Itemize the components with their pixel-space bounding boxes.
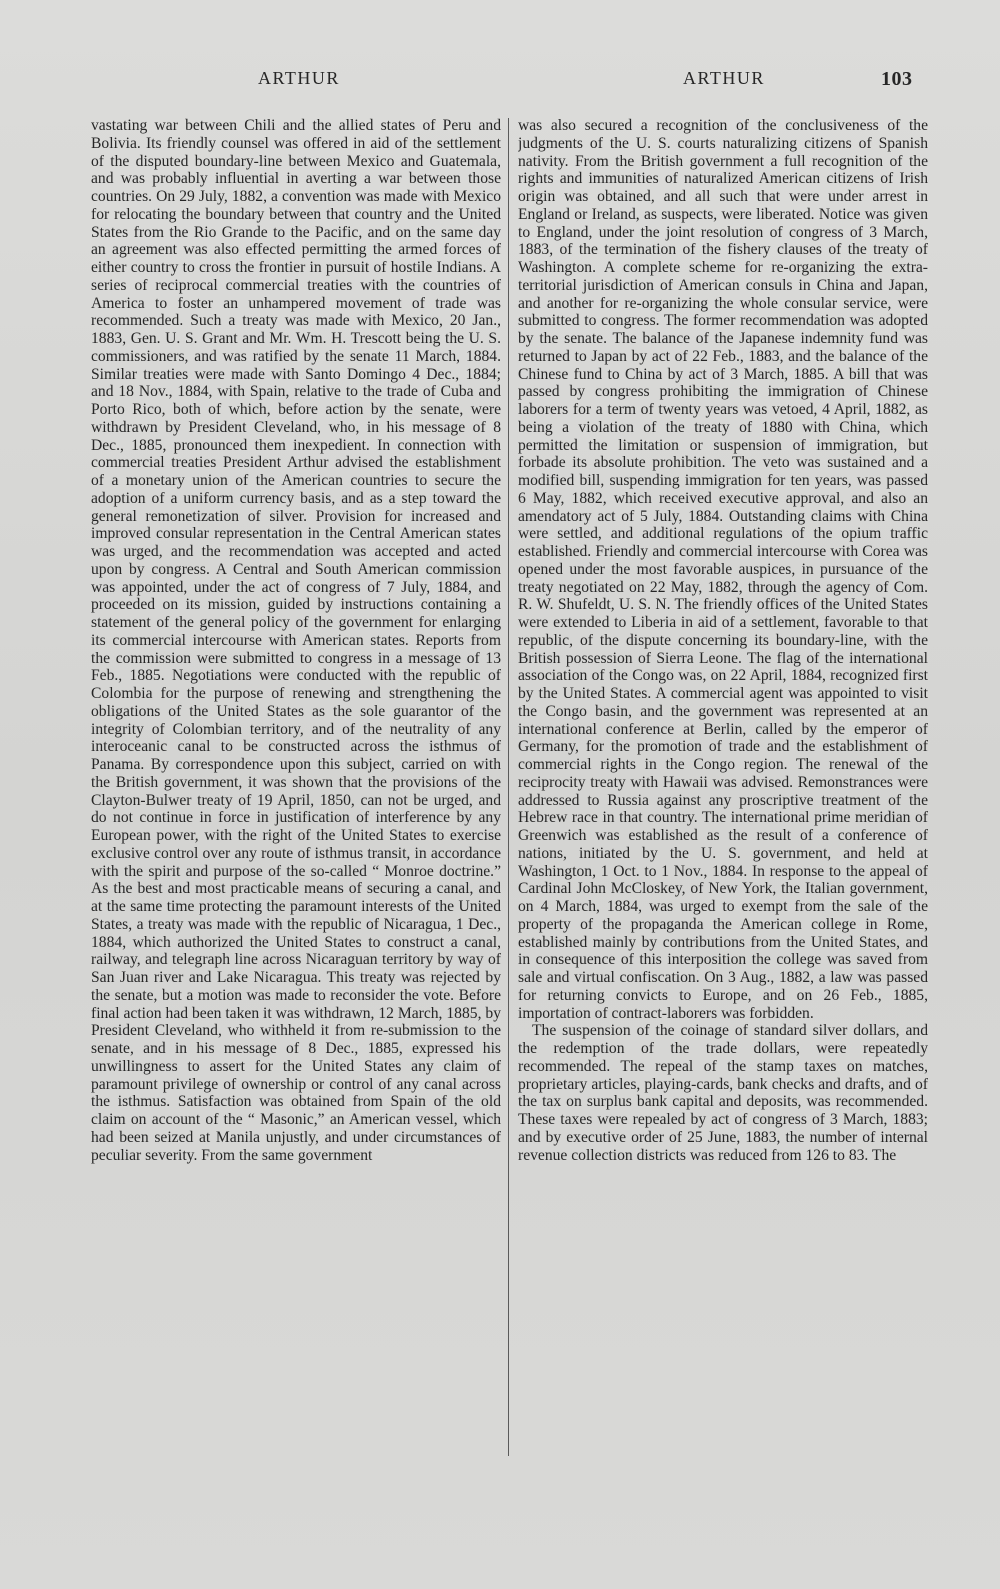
paragraph: The suspension of the coinage of standard silver dollars, and the redemption of the trade dollars, were repeatedly recommended. The repeal of the stamp taxes on matches, proprietary articles, playing-cards, bank checks and drafts, and of the tax on surplus bank capital and deposits, was recommended. These taxes were repealed by act of congress of 3 March, 1883; and by executive order of 25 June, 1883, the number of internal revenue collection districts was reduced from 126 to 83. The [518,1022,928,1164]
column-rule [508,118,509,1456]
page-number: 103 [881,68,913,90]
paragraph: was also secured a recognition of the conclusiveness of the judgments of the U. S. courts naturalizing citizens of Spanish nativity. From the British government a full recognition of the rights and immunities of naturalized American citizens of Irish origin was obtained, and all such that were under arrest in England or Ireland, as suspects, were liberated. Notice was given to England, under the joint resolution of congress of 3 March, 1883, of the termination of the fishery clauses of the treaty of Washington. A complete scheme for re-organizing the extra-territorial jurisdiction of American consuls in China and Japan, and another for re-organizing the whole consular service, were submitted to congress. The former recommendation was adopted by the senate. The balance of the Japanese indemnity fund was returned to Japan by act of 22 Feb., 1883, and the balance of the Chinese fund to China by act of 3 March, 1885. A bill that was passed by congress prohibiting the immigration of Chinese laborers for a term of twenty years was vetoed, 4 April, 1882, as being a violation of the treaty of 1880 with China, which permitted the limitation or suspension of immigration, but forbade its absolute prohibition. The veto was sustained and a modified bill, suspending immigration for ten years, was passed 6 May, 1882, which received executive approval, and also an amendatory act of 5 July, 1884. Outstanding claims with China were settled, and additional regulations of the opium traffic established. Friendly and commercial intercourse with Corea was opened under the most favorable auspices, in pursuance of the treaty negotiated on 22 May, 1882, through the agency of Com. R. W. Shufeldt, U. S. N. The friendly offices of the United States were extended to Liberia in aid of a settlement, favorable to that republic, of the dispute concerning its boundary-line, with the British possession of Sierra Leone. The flag of the international association of the Congo was, on 22 April, 1884, recognized first by the United States. A commercial agent was appointed to visit the Congo basin, and the government was represented at an international conference at Berlin, called by the emperor of Germany, for the promotion of trade and the establishment of commercial rights in the Congo region. The renewal of the reciprocity treaty with Hawaii was advised. Remonstrances were addressed to Russia against any proscriptive treatment of the Hebrew race in that country. The international prime meridian of Greenwich was established as the result of a conference of nations, initiated by the U. S. government, and held at Washington, 1 Oct. to 1 Nov., 1884. In response to the appeal of Cardinal John McCloskey, of New York, the Italian government, on 4 March, 1884, was urged to exempt from the sale of the property of the propaganda the American college in Rome, established mainly by contributions from the United States, and in consequence of this interposition the college was saved from sale and virtual confiscation. On 3 Aug., 1882, a law was passed for returning convicts to Europe, and on 26 Feb., 1885, importation of contract-laborers was forbidden. [518,117,928,1022]
paragraph: vastating war between Chili and the allied states of Peru and Bolivia. Its friendly counsel was offered in aid of the settlement of the disputed boundary-line between Mexico and Guatemala, and was probably influential in averting a war between those countries. On 29 July, 1882, a convention was made with Mexico for relocating the boundary between that country and the United States from the Rio Grande to the Pacific, and on the same day an agreement was also effected permitting the armed forces of either country to cross the frontier in pursuit of hostile Indians. A series of reciprocal commercial treaties with the countries of America to foster an unhampered movement of trade was recommended. Such a treaty was made with Mexico, 20 Jan., 1883, Gen. U. S. Grant and Mr. Wm. H. Trescott being the U. S. commissioners, and was ratified by the senate 11 March, 1884. Similar treaties were made with Santo Domingo 4 Dec., 1884; and 18 Nov., 1884, with Spain, relative to the trade of Cuba and Porto Rico, both of which, before action by the senate, were withdrawn by President Cleveland, who, in his message of 8 Dec., 1885, pronounced them inexpedient. In connection with commercial treaties President Arthur advised the establishment of a monetary union of the American countries to secure the adoption of a uniform currency basis, and as a step toward the general remonetization of silver. Provision for increased and improved consular representation in the Central American states was urged, and the recommendation was accepted and acted upon by congress. A Central and South American commission was appointed, under the act of congress of 7 July, 1884, and proceeded on its mission, guided by instructions containing a statement of the general policy of the government for enlarging its commercial intercourse with American states. Reports from the commission were submitted to congress in a message of 13 Feb., 1885. Negotiations were conducted with the republic of Colombia for the purpose of renewing and strengthening the obligations of the United States as the sole guarantor of the integrity of Colombian territory, and of the neutrality of any interoceanic canal to be constructed across the isthmus of Panama. By correspondence upon this subject, carried on with the British government, it was shown that the provisions of the Clayton-Bulwer treaty of 19 April, 1850, can not be urged, and do not continue in force in justification of interference by any European power, with the right of the United States to exercise exclusive control over any route of isthmus transit, in accordance with the spirit and purpose of the so-called “ Monroe doctrine.” As the best and most practicable means of securing a canal, and at the same time protecting the paramount interests of the United States, a treaty was made with the republic of Nicaragua, 1 Dec., 1884, which authorized the United States to construct a canal, railway, and telegraph line across Nicaraguan territory by way of San Juan river and Lake Nicaragua. This treaty was rejected by the senate, but a motion was made to reconsider the vote. Before final action had been taken it was withdrawn, 12 March, 1885, by President Cleveland, who withheld it from re-submission to the senate, and in his message of 8 Dec., 1885, expressed his unwillingness to assert for the United States any claim of paramount privilege of ownership or control of any canal across the isthmus. Satisfaction was obtained from Spain of the old claim on account of the “ Masonic,” an American vessel, which had been seized at Manila unjustly, and under circumstances of peculiar severity. From the same government [91,117,501,1164]
left-column [91,117,501,1457]
running-head-left: ARTHUR [258,68,340,88]
right-column [518,117,928,1457]
running-head-right: ARTHUR [683,68,765,88]
